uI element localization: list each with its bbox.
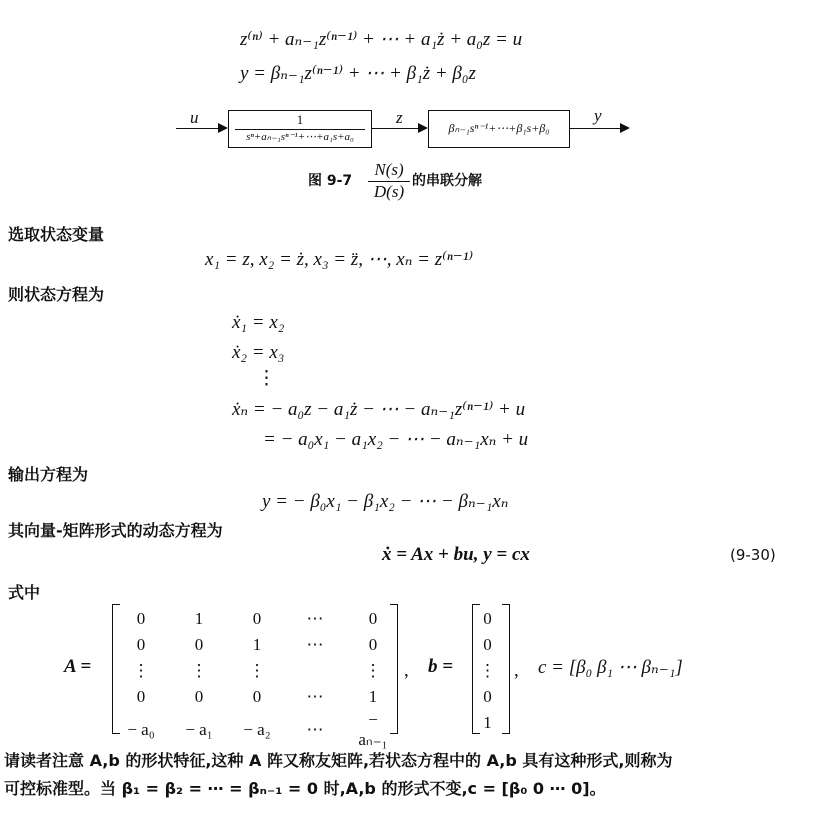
vector-b-row — [472, 710, 503, 736]
output-ode-equation: y = βₙ₋₁z⁽ⁿ⁻¹⁾ + ⋯ + β₁ż + β₀z — [240, 63, 476, 84]
matrix-A-cell: 0 — [194, 635, 204, 654]
comma-after-b: , — [514, 660, 519, 681]
matrix-A-cell: − aₙ₋₁ — [358, 710, 388, 749]
vector-b-row — [472, 658, 503, 684]
output-label-y: y — [594, 106, 602, 125]
vector-b-label: b = — [428, 656, 454, 677]
matrix-A-cell: ⋯ — [306, 687, 324, 706]
caption-prefix: 图 9-7 — [308, 173, 353, 189]
vector-form-intro: 其向量-矩阵形式的动态方程为 — [8, 521, 223, 540]
matrix-A-cell: 1 — [252, 635, 262, 654]
matrix-A-label: A = — [64, 656, 92, 677]
matrix-A-row — [112, 632, 402, 658]
mid-label-z: z — [396, 108, 403, 127]
matrix-A-right-bracket — [390, 604, 398, 734]
paragraph-line-2: 可控标准型。当 β₁ = β₂ = ⋯ = βₙ₋₁ = 0 时,A,b 的形式不变,c = [β₀ 0 ⋯ 0]。 — [4, 779, 606, 798]
matrix-A-cell: 1 — [194, 609, 204, 628]
vector-b-cell: 0 — [483, 687, 492, 706]
matrix-A-cell: − a₂ — [243, 720, 271, 739]
vector-b-cell: 0 — [483, 635, 492, 654]
vector-b — [472, 606, 503, 736]
matrix-A-row — [112, 684, 402, 710]
caption-denominator: D(s) — [373, 182, 405, 201]
matrix-A-row — [112, 658, 402, 684]
block1-numerator: 1 — [296, 112, 304, 127]
matrix-A-cell: 0 — [136, 635, 146, 654]
matrix-A-cell: 0 — [368, 635, 378, 654]
vector-b-row — [472, 684, 503, 710]
matrix-A — [112, 606, 402, 750]
mid-arrow-head — [418, 123, 428, 133]
matrix-A-cell: 1 — [368, 687, 378, 706]
input-arrow-head — [218, 123, 228, 133]
matrix-A-cell: 0 — [136, 687, 146, 706]
state-eq-1: ẋ₁ = x₂ — [232, 312, 285, 333]
matrix-A-cell: 0 — [136, 609, 146, 628]
matrix-A-cell: − a₀ — [127, 720, 155, 739]
matrix-A-cell: ⋯ — [306, 609, 324, 628]
output-eq-intro: 输出方程为 — [8, 465, 89, 484]
state-eq-intro: 则状态方程为 — [8, 285, 105, 304]
matrix-A-cell: 0 — [194, 687, 204, 706]
matrix-A-row — [112, 606, 402, 632]
state-eq-n-substituted: = − a₀x₁ − a₁x₂ − ⋯ − aₙ₋₁xₙ + u — [263, 429, 529, 450]
equation-number: (9-30) — [730, 546, 776, 564]
ode-equation: z⁽ⁿ⁾ + aₙ₋₁z⁽ⁿ⁻¹⁾ + ⋯ + a₁ż + a₀z = u — [240, 29, 523, 50]
transfer-block-2 — [428, 110, 570, 148]
transfer-block-1 — [228, 110, 372, 148]
state-eq-2: ẋ₂ = x₃ — [232, 342, 285, 363]
where-text: 式中 — [8, 583, 41, 602]
vector-b-row — [472, 606, 503, 632]
vector-c-definition: c = [β₀ β₁ ⋯ βₙ₋₁] — [538, 657, 683, 678]
matrix-A-cell: ⋮ — [364, 661, 382, 680]
block1-denominator: sⁿ+aₙ₋₁sⁿ⁻¹+⋯+a₁s+a₀ — [246, 131, 354, 143]
comma-after-A: , — [404, 660, 409, 681]
block2-text: βₙ₋₁sⁿ⁻¹+⋯+β₁s+β₀ — [448, 121, 550, 135]
vector-matrix-equation: ẋ = Ax + bu, y = cx — [382, 544, 530, 565]
matrix-A-cell: − a₁ — [185, 720, 213, 739]
caption-suffix: 的串联分解 — [412, 173, 482, 189]
output-arrow-head — [620, 123, 630, 133]
matrix-A-cell: 0 — [252, 609, 262, 628]
state-eq-n: ẋₙ = − a₀z − a₁ż − ⋯ − aₙ₋₁z⁽ⁿ⁻¹⁾ + u — [232, 399, 526, 420]
select-state-text: 选取状态变量 — [8, 225, 105, 244]
state-variables-equation: x₁ = z, x₂ = ż, x₃ = z̈, ⋯, xₙ = z⁽ⁿ⁻¹⁾ — [205, 249, 474, 270]
vector-b-row — [472, 632, 503, 658]
vector-b-right-bracket — [502, 604, 510, 734]
output-arrow — [570, 128, 624, 129]
vector-b-cell: ⋮ — [479, 661, 496, 680]
matrix-A-cell: ⋮ — [190, 661, 208, 680]
matrix-A-cell — [286, 658, 344, 684]
vector-b-cell: 0 — [483, 609, 492, 628]
input-label-u: u — [190, 108, 199, 127]
input-arrow — [176, 128, 222, 129]
matrix-A-cell: ⋮ — [248, 661, 266, 680]
mid-arrow — [372, 128, 422, 129]
vector-b-cell: 1 — [483, 713, 492, 732]
matrix-A-cell: ⋯ — [306, 635, 324, 654]
matrix-A-cell: ⋮ — [132, 661, 150, 680]
paragraph-line-1: 请读者注意 A,b 的形状特征,这种 A 阵又称友矩阵,若状态方程中的 A,b 具有这种形式,则称为 — [4, 751, 673, 770]
matrix-A-row — [112, 710, 402, 750]
output-equation: y = − β₀x₁ − β₁x₂ − ⋯ − βₙ₋₁xₙ — [262, 491, 509, 512]
state-eq-vdots: ⋮ — [257, 368, 276, 389]
matrix-A-cell: ⋯ — [306, 720, 324, 739]
matrix-A-cell: 0 — [252, 687, 262, 706]
matrix-A-cell: 0 — [368, 609, 378, 628]
caption-numerator: N(s) — [374, 160, 404, 179]
